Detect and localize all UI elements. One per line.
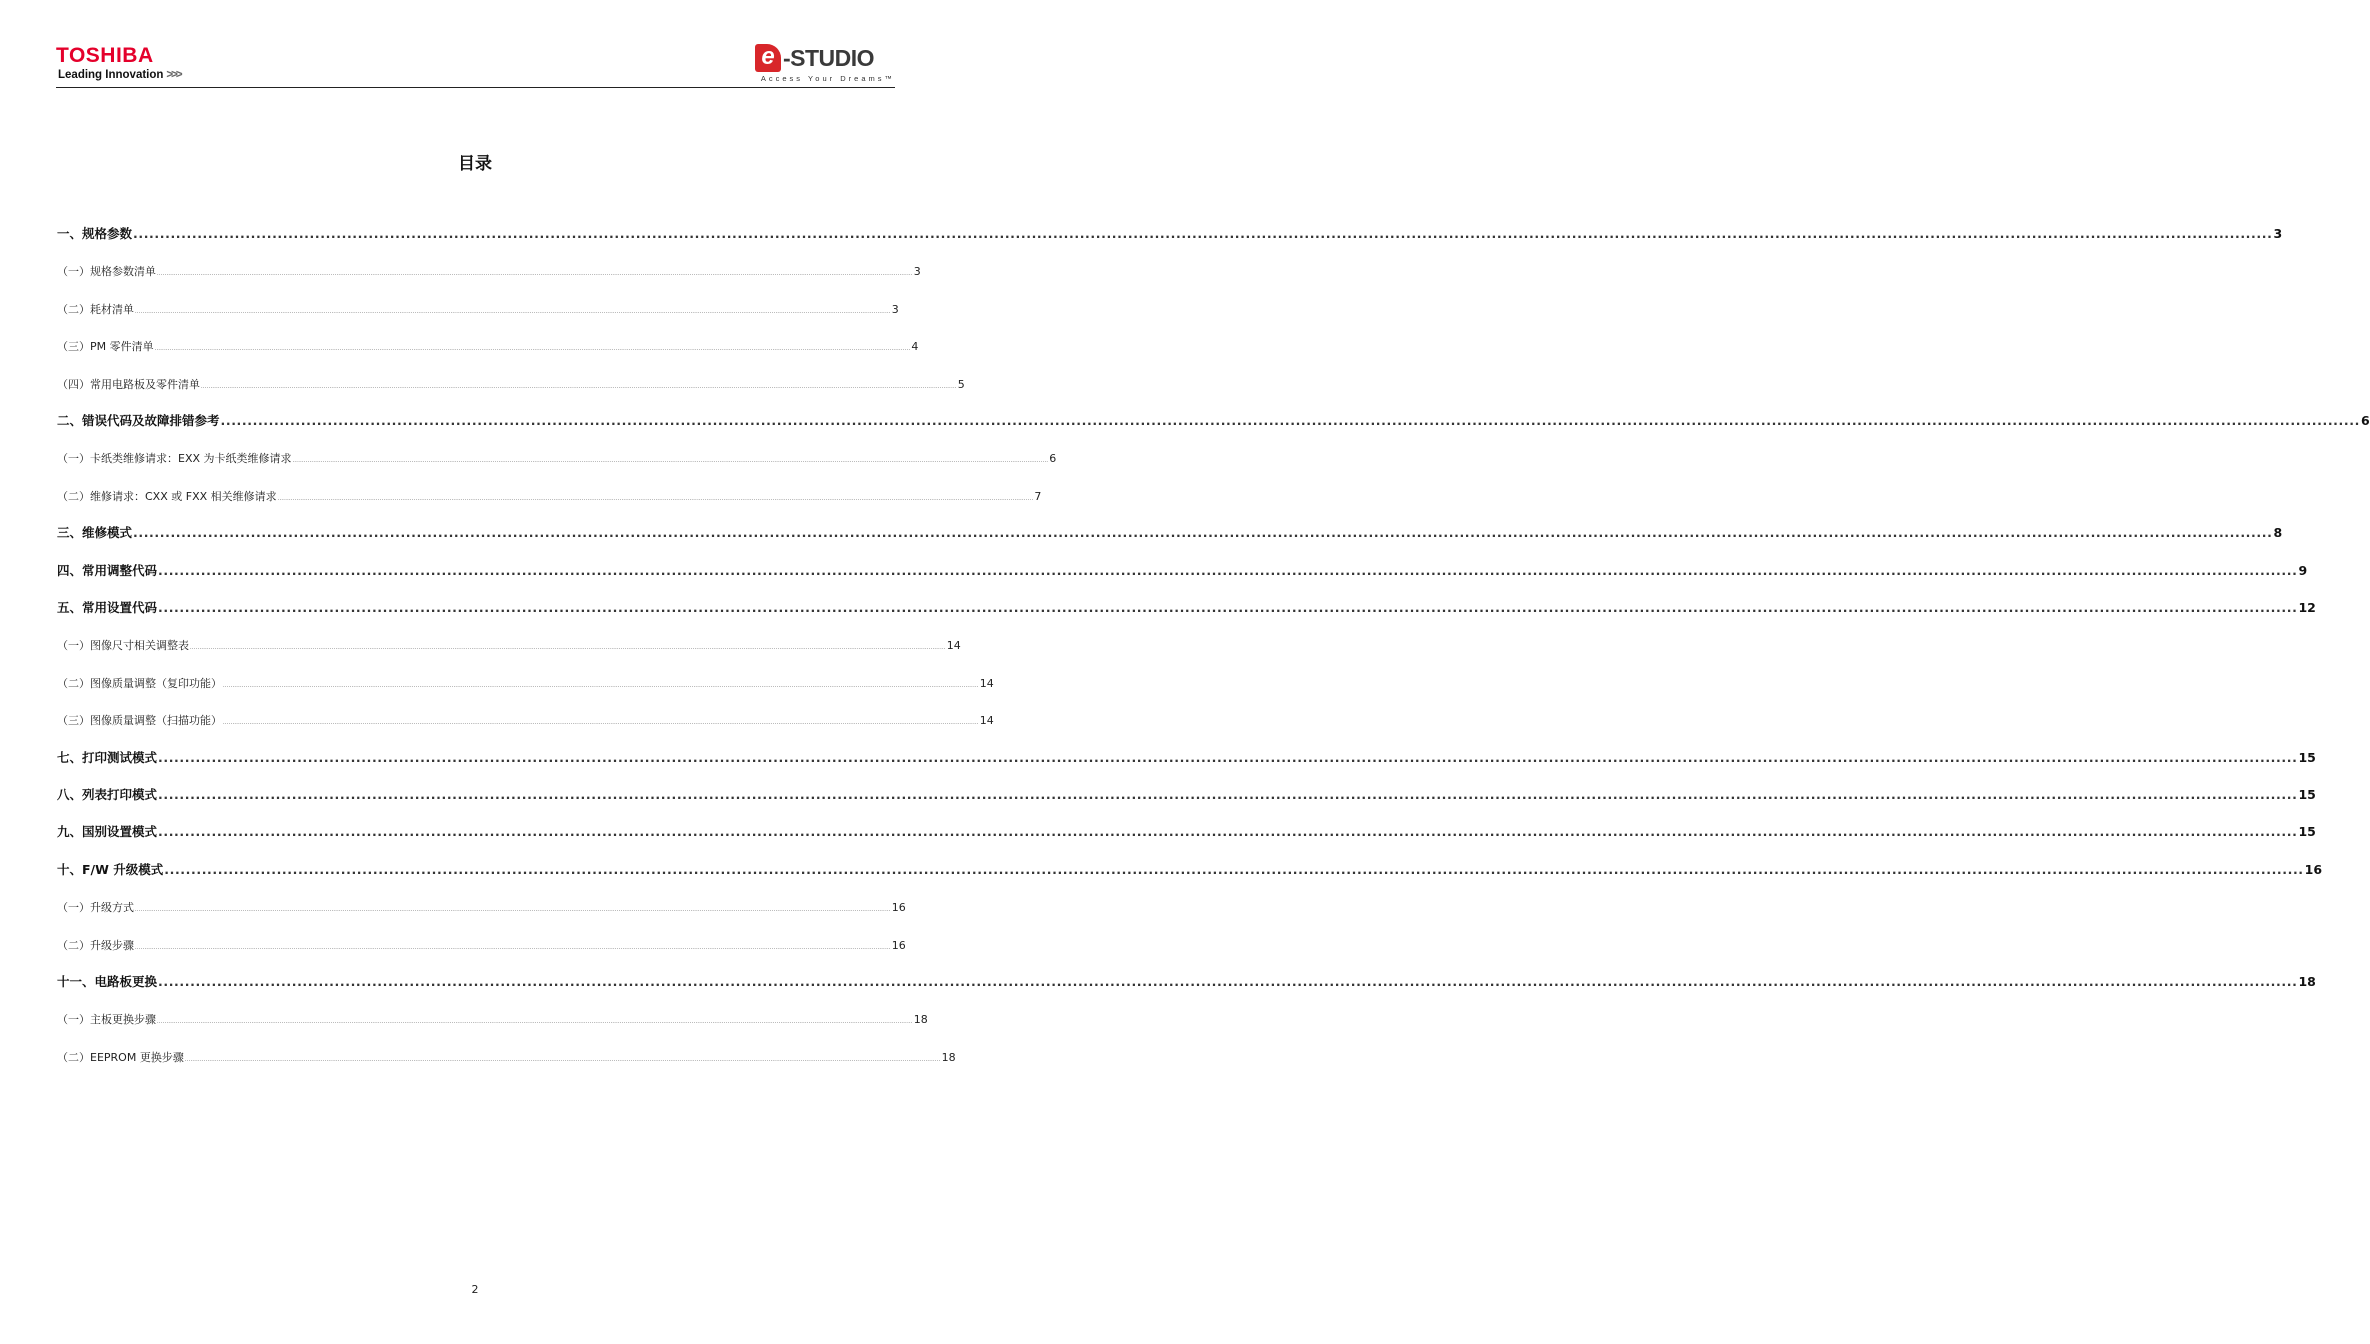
toc-chapter-entry[interactable] (57, 822, 2316, 840)
toc-dot-leader: ................................................................................................................................................................................................................................................................................................................................................................................................................ (292, 458, 1049, 465)
toc-entry-label: （三）PM 零件清单 (57, 340, 154, 354)
toc-entry-page: 16 (891, 901, 906, 915)
toc-entry-page: 18 (913, 1013, 928, 1027)
toc-entry-label: 八、列表打印模式 (57, 787, 158, 802)
toc-dot-leader: ................................................................................................................................................................................................................................................................................................................................................................................................................ (190, 645, 946, 652)
toc-entry-page: 3 (913, 265, 921, 279)
toc-chapter-entry[interactable] (57, 972, 2316, 990)
toc-entry-label: 三、维修模式 (57, 525, 133, 541)
toc-entry-page: 9 (2298, 562, 2308, 578)
toc-entry-page: 3 (2273, 226, 2283, 241)
toc-chapter-entry[interactable] (57, 860, 2323, 878)
toc-section-entry[interactable] (57, 299, 899, 317)
toc-dot-leader: ................................................................................................................................................................................................................................................................................................................................................................................................................ (133, 226, 2273, 241)
toc-entry-page: 8 (2273, 525, 2283, 541)
toc-section-entry[interactable] (57, 635, 961, 653)
toc-entry-page: 5 (957, 377, 965, 391)
toc-entry-label: （一）规格参数清单 (57, 265, 156, 279)
toc-entry-page: 12 (2298, 600, 2316, 615)
toc-dot-leader: ................................................................................................................................................................................................................................................................................................................................................................................................................ (135, 944, 891, 951)
toc-entry-label: （一）升级方式 (57, 901, 134, 915)
toc-dot-leader: ................................................................................................................................................................................................................................................................................................................................................................................................................ (158, 824, 2298, 840)
toc-dot-leader: ................................................................................................................................................................................................................................................................................................................................................................................................................ (157, 271, 913, 278)
toc-chapter-entry[interactable] (57, 598, 2316, 616)
toc-entry-label: （一）主板更换步骤 (57, 1013, 156, 1027)
toc-dot-leader: ................................................................................................................................................................................................................................................................................................................................................................................................................ (223, 720, 979, 727)
estudio-e-icon: e (755, 44, 781, 72)
toc-section-entry[interactable] (57, 486, 1042, 504)
toc-section-entry[interactable] (57, 1009, 928, 1027)
toc-entry-label: （二）升级步骤 (57, 938, 134, 952)
estudio-wordmark: -STUDIO (783, 45, 875, 71)
estudio-logo (755, 44, 895, 88)
toc-dot-leader: ................................................................................................................................................................................................................................................................................................................................................................................................................ (157, 1019, 913, 1026)
toshiba-logo: TOSHIBA (56, 44, 154, 67)
toc-section-entry[interactable] (57, 1047, 956, 1065)
toc-entry-page: 16 (891, 938, 906, 952)
toc-entry-page: 14 (946, 639, 961, 653)
toc-dot-leader: ................................................................................................................................................................................................................................................................................................................................................................................................................ (158, 974, 2298, 989)
toc-entry-label: （二）耗材清单 (57, 302, 134, 316)
toc-entry-page: 14 (979, 676, 994, 690)
toc-chapter-entry[interactable] (57, 785, 2316, 803)
toc-entry-page: 4 (911, 340, 919, 354)
toc-entry-page: 16 (2304, 861, 2323, 877)
toc-entry-page: 3 (891, 302, 899, 316)
toc-dot-leader: ................................................................................................................................................................................................................................................................................................................................................................................................................ (277, 495, 1034, 502)
toc-entry-label: （三）图像质量调整（扫描功能） (57, 714, 222, 728)
toc-entry-page: 18 (2298, 974, 2316, 989)
toc-entry-label: （一）图像尺寸相关调整表 (57, 639, 189, 653)
toc-section-entry[interactable] (57, 710, 994, 728)
toc-section-entry[interactable] (57, 374, 965, 392)
toc-dot-leader: ................................................................................................................................................................................................................................................................................................................................................................................................................ (158, 562, 2298, 578)
tagline-text: Leading Innovation (58, 69, 164, 81)
page-number: 2 (471, 1283, 479, 1296)
toc-chapter-entry[interactable] (57, 224, 2283, 242)
toc-entry-page: 15 (2298, 824, 2316, 840)
toc-section-entry[interactable] (57, 935, 906, 953)
toc-entry-label: （二）维修请求：CXX 或 FXX 相关维修请求 (57, 489, 277, 503)
toc-entry-page: 14 (979, 714, 994, 728)
toc-dot-leader: ................................................................................................................................................................................................................................................................................................................................................................................................................ (154, 346, 911, 353)
toc-dot-leader: ................................................................................................................................................................................................................................................................................................................................................................................................................ (223, 682, 979, 689)
toc-entry-label: 四、常用调整代码 (57, 562, 158, 578)
toc-entry-page: 15 (2298, 749, 2316, 765)
toc-entry-label: 一、规格参数 (57, 226, 133, 241)
toc-entry-page: 6 (1049, 452, 1057, 466)
toc-entry-label: 七、打印测试模式 (57, 749, 158, 765)
header-divider (56, 87, 895, 88)
toc-dot-leader: ................................................................................................................................................................................................................................................................................................................................................................................................................ (164, 861, 2304, 877)
tagline (58, 68, 181, 82)
toc-dot-leader: ................................................................................................................................................................................................................................................................................................................................................................................................................ (220, 413, 2360, 428)
toc-entry-page: 6 (2360, 413, 2370, 428)
toc-dot-leader: ................................................................................................................................................................................................................................................................................................................................................................................................................ (135, 308, 891, 315)
toc-dot-leader: ................................................................................................................................................................................................................................................................................................................................................................................................................ (133, 525, 2273, 541)
toc-entry-page: 15 (2298, 787, 2316, 802)
toc-section-entry[interactable] (57, 261, 921, 279)
toc-section-entry[interactable] (57, 448, 1057, 466)
toc-entry-label: （二）EEPROM 更换步骤 (57, 1050, 184, 1064)
toc-chapter-entry[interactable] (57, 411, 2370, 429)
toc-dot-leader: ................................................................................................................................................................................................................................................................................................................................................................................................................ (135, 907, 891, 914)
toc-dot-leader: ................................................................................................................................................................................................................................................................................................................................................................................................................ (184, 1056, 941, 1063)
toc-dot-leader: ................................................................................................................................................................................................................................................................................................................................................................................................................ (158, 600, 2298, 615)
toc-entry-label: （四）常用电路板及零件清单 (57, 377, 200, 391)
toc-entry-label: （一）卡纸类维修请求：EXX 为卡纸类维修请求 (57, 452, 292, 466)
toc-entry-label: 五、常用设置代码 (57, 600, 158, 615)
toc-section-entry[interactable] (57, 336, 919, 354)
toc-entry-label: 二、错误代码及故障排错参考 (57, 413, 220, 428)
toc-entry-page: 18 (941, 1050, 956, 1064)
toc-section-entry[interactable] (57, 897, 906, 915)
chevrons-icon: >>> (166, 69, 181, 81)
toc-entry-page: 7 (1034, 489, 1042, 503)
page-header (56, 44, 895, 88)
toc-dot-leader: ................................................................................................................................................................................................................................................................................................................................................................................................................ (201, 383, 957, 390)
toc-entry-label: 十一、电路板更换 (57, 974, 158, 989)
estudio-tagline: Access Your Dreams™ (760, 74, 895, 83)
toc-chapter-entry[interactable] (57, 748, 2316, 766)
toc-dot-leader: ................................................................................................................................................................................................................................................................................................................................................................................................................ (158, 749, 2298, 765)
toc-title: 目录 (458, 154, 492, 174)
toc-dot-leader: ................................................................................................................................................................................................................................................................................................................................................................................................................ (158, 787, 2298, 802)
toc-entry-label: （二）图像质量调整（复印功能） (57, 676, 222, 690)
toc-chapter-entry[interactable] (57, 523, 2283, 541)
toc-section-entry[interactable] (57, 673, 994, 691)
toc-entry-label: 九、国别设置模式 (57, 824, 158, 840)
toc-entry-label: 十、F/W 升级模式 (57, 861, 164, 877)
toc-chapter-entry[interactable] (57, 561, 2308, 579)
